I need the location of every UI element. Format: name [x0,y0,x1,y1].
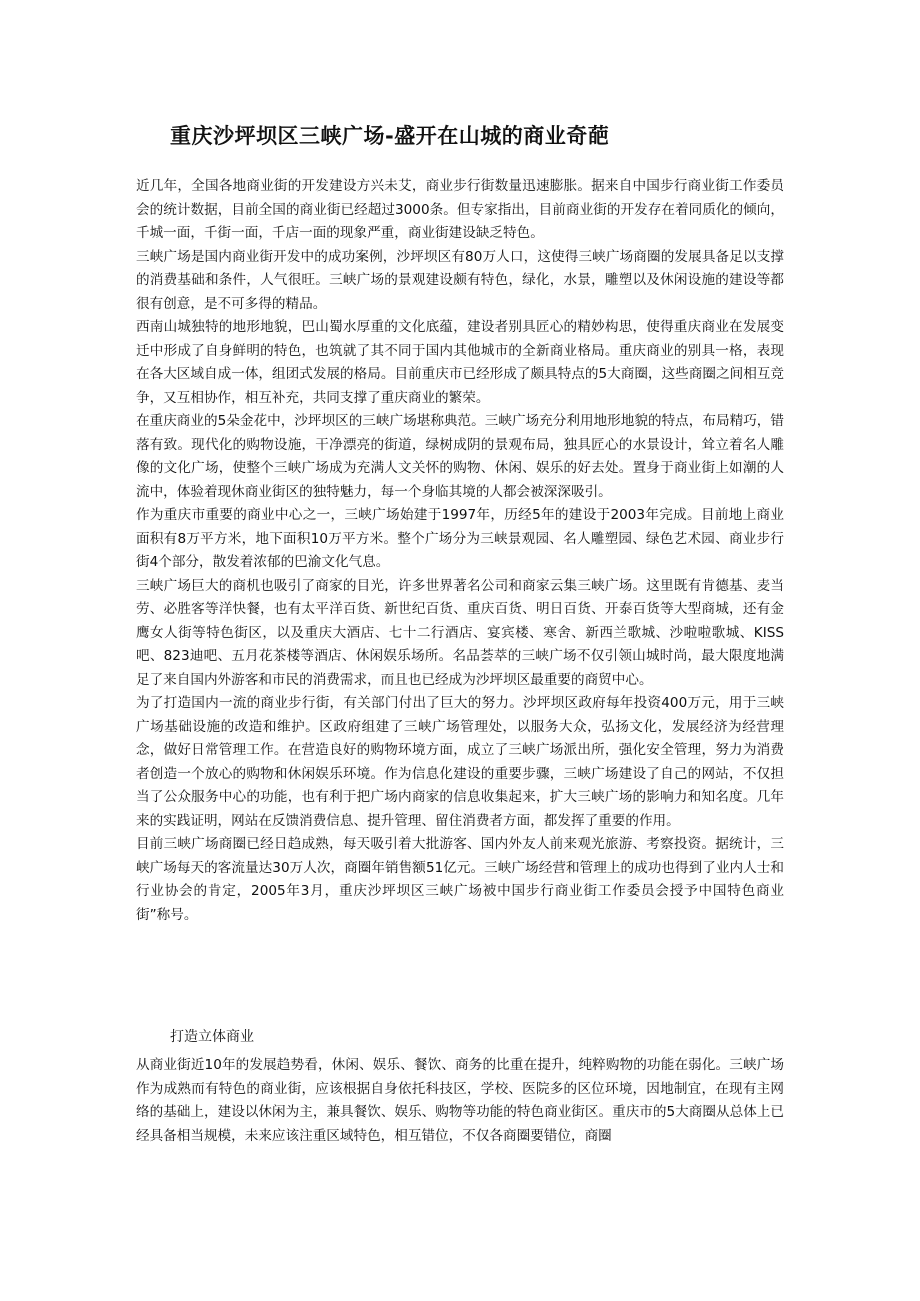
paragraph: 在重庆商业的5朵金花中，沙坪坝区的三峡广场堪称典范。三峡广场充分利用地形地貌的特点，布局精巧，错落有致。现代化的购物设施，干净漂亮的街道，绿树成阴的景观布局，独具匠心的水景设计，耸立着名人雕像的文化广场，使整个三峡广场成为充满人文关怀的购物、休闲、娱乐的好去处。置身于商业街上如潮的人流中，体验着现休商业街区的独特魅力，每一个身临其境的人都会被深深吸引。 [136,413,784,500]
paragraph: 作为重庆市重要的商业中心之一，三峡广场始建于1997年，历经5年的建设于2003年完成。目前地上商业面积有8万平方米，地下面积10万平方米。整个广场分为三峡景观园、名人雕塑园、绿色艺术园、商业步行街4个部分，散发着浓郁的巴渝文化气息。 [136,507,784,570]
paragraph: 三峡广场巨大的商机也吸引了商家的目光，许多世界著名公司和商家云集三峡广场。这里既有肯德基、麦当劳、必胜客等洋快餐，也有太平洋百货、新世纪百货、重庆百货、明日百货、开泰百货等大型商城，还有金鹰女人街等特色街区，以及重庆大酒店、七十二行酒店、宴宾楼、寒舍、新西兰歌城、沙啦啦歌城、KISS吧、823迪吧、五月花茶楼等酒店、休闲娱乐场所。名品荟萃的三峡广场不仅引领山城时尚，最大限度地满足了来自国内外游客和市民的消费需求，而且也已经成为沙坪坝区最重要的商贸中心。 [136,577,784,688]
section-subheading: 打造立体商业 [170,1029,254,1045]
paragraph: 西南山城独特的地形地貌，巴山蜀水厚重的文化底蕴，建设者别具匠心的精妙构思，使得重庆商业在发展变迁中形成了自身鲜明的特色，也筑就了其不同于国内其他城市的全新商业格局。重庆商业的别具一格，表现在各大区域自成一体，组团式发展的格局。目前重庆市已经形成了颇具特点的5大商圈，这些商圈之间相互竞争，又互相协作，相互补充，共同支撑了重庆商业的繁荣。 [136,319,784,406]
paragraph: 近几年，全国各地商业街的开发建设方兴未艾，商业步行街数量迅速膨胀。据来自中国步行商业街工作委员会的统计数据，目前全国的商业街已经超过3000条。但专家指出，目前商业街的开发存在着同质化的倾向，千城一面，千街一面，千店一面的现象严重，商业街建设缺乏特色。 [136,178,784,241]
paragraph: 三峡广场是国内商业街开发中的成功案例，沙坪坝区有80万人口，这使得三峡广场商圈的发展具备足以支撑的消费基础和条件，人气很旺。三峡广场的景观建设颇有特色，绿化，水景，雕塑以及休闲设施的建设等都很有创意，是不可多得的精品。 [136,248,784,312]
document-body [136,175,784,927]
paragraph: 目前三峡广场商圈已经日趋成熟，每天吸引着大批游客、国内外友人前来观光旅游、考察投资。据统计，三峡广场每天的客流量达30万人次，商圈年销售额51亿元。三峡广场经营和管理上的成功也得到了业内人士和行业协会的肯定，2005年3月，重庆沙坪坝区三峡广场被中国步行商业街工作委员会授予中国特色商业街”称号。 [136,836,784,923]
document-title: 重庆沙坪坝区三峡广场-盛开在山城的商业奇葩 [170,124,610,148]
paragraph: 从商业街近10年的发展趋势看，休闲、娱乐、餐饮、商务的比重在提升，纯粹购物的功能在弱化。三峡广场作为成熟而有特色的商业街，应该根据自身依托科技区，学校、医院多的区位环境，因地制宜，在现有主网络的基础上，建设以休闲为主，兼具餐饮、娱乐、购物等功能的特色商业街区。重庆市的5大商圈从总体上已经具备相当规模，未来应该注重区域特色，相互错位，不仅各商圈要错位，商圈 [136,1057,784,1144]
document-body-section-2 [136,1054,784,1148]
paragraph: 为了打造国内一流的商业步行街，有关部门付出了巨大的努力。沙坪坝区政府每年投资400万元，用于三峡广场基础设施的改造和维护。区政府组建了三峡广场管理处，以服务大众，弘扬文化，发展经济为经营理念，做好日常管理工作。在营造良好的购物环境方面，成立了三峡广场派出所，强化安全管理，努力为消费者创造一个放心的购物和休闲娱乐环境。作为信息化建设的重要步骤，三峡广场建设了自己的网站，不仅担当了公众服务中心的功能，也有利于把广场内商家的信息收集起来，扩大三峡广场的影响力和知名度。几年来的实践证明，网站在反馈消费信息、提升管理、留住消费者方面，都发挥了重要的作用。 [136,695,784,829]
